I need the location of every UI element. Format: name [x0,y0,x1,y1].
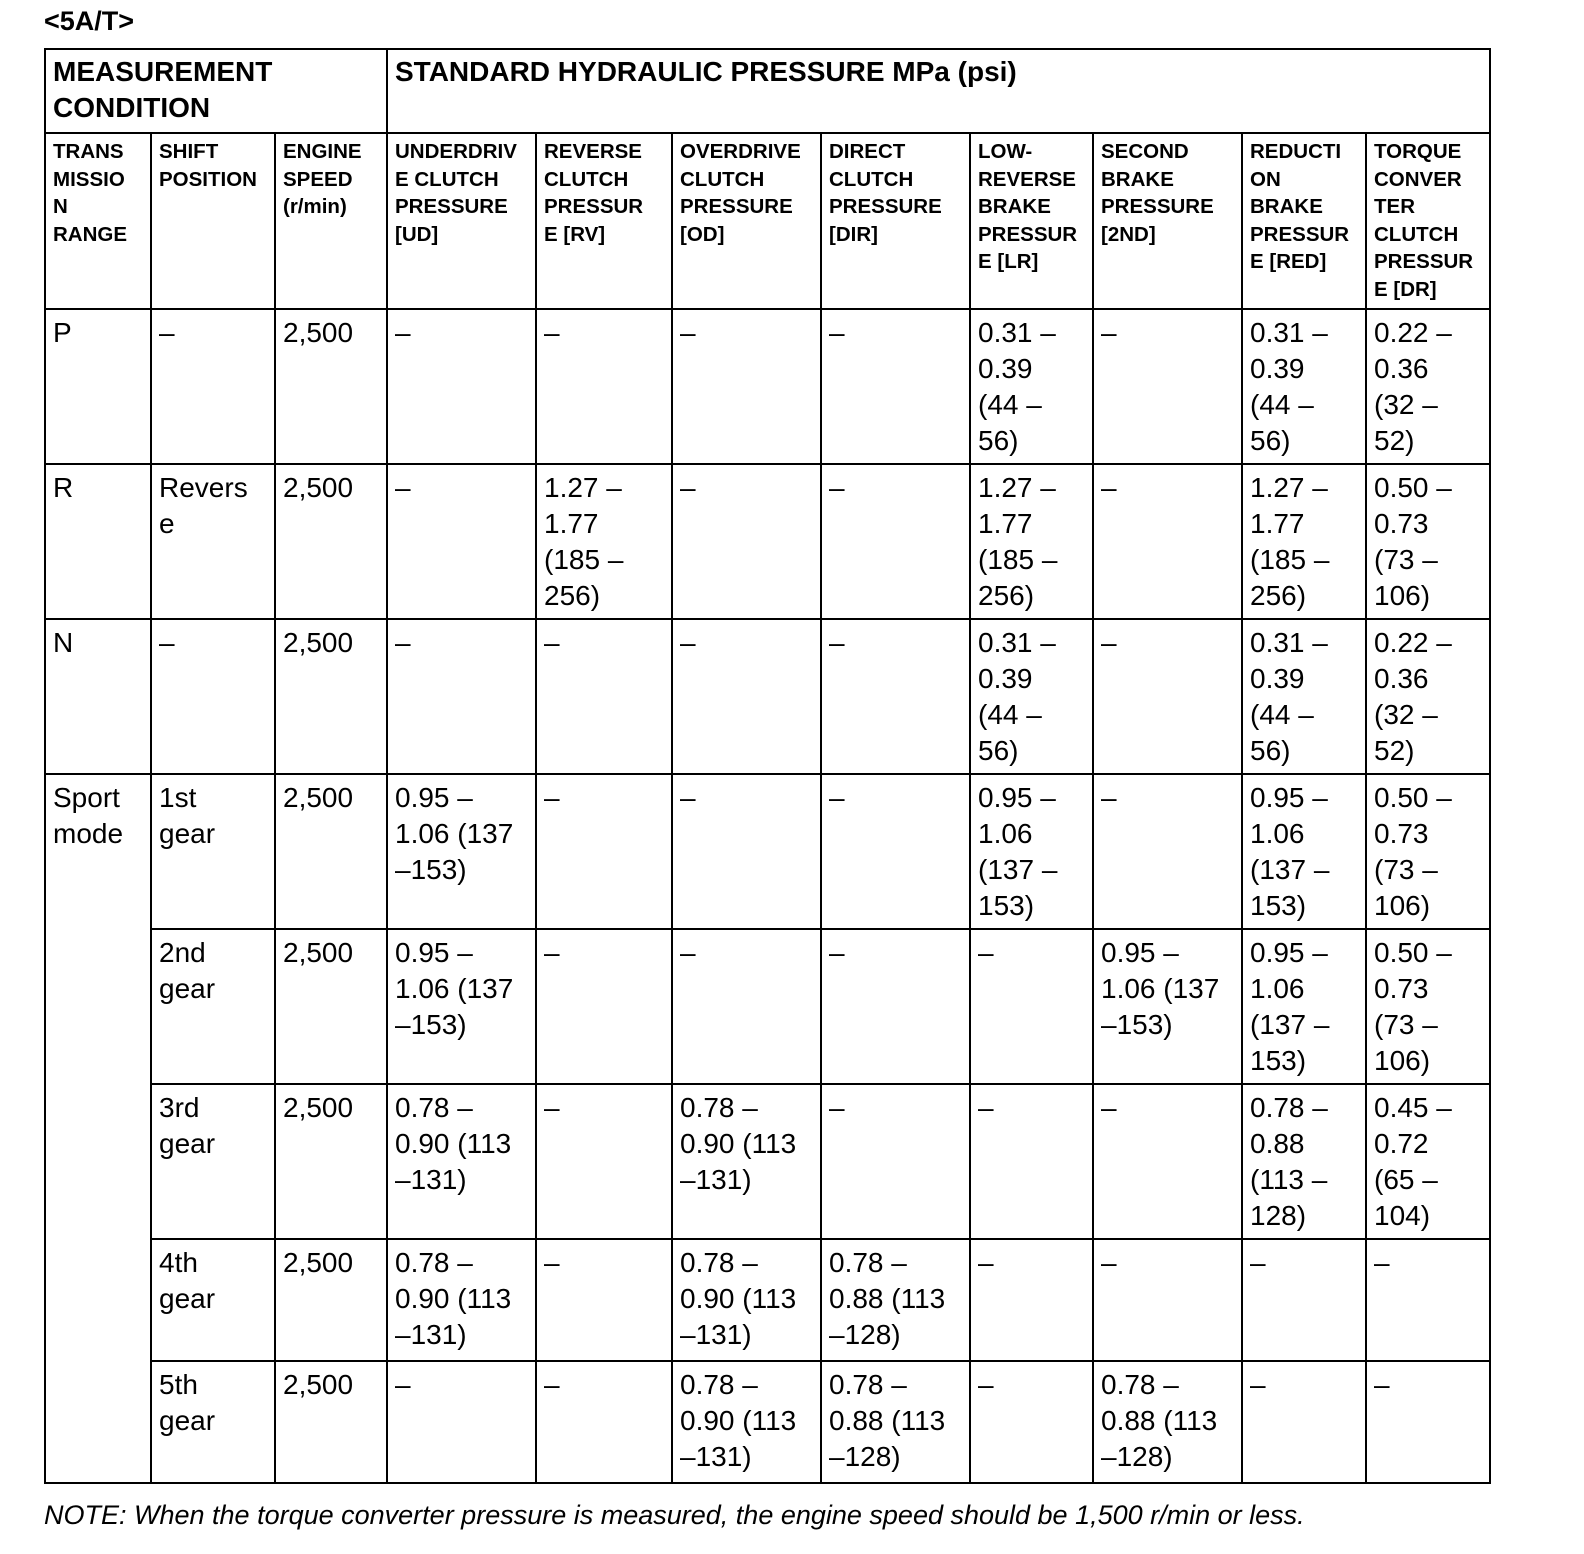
cell-speed: 2,500 [275,619,387,774]
cell-speed: 2,500 [275,1084,387,1239]
cell-speed: 2,500 [275,929,387,1084]
cell-lr: – [970,1084,1093,1239]
cell-2nd: – [1093,619,1242,774]
cell-speed: 2,500 [275,464,387,619]
cell-rv: 1.27 – 1.77 (185 – 256) [536,464,672,619]
standard-pressure-header: STANDARD HYDRAULIC PRESSURE MPa (psi) [387,49,1490,133]
cell-2nd: – [1093,309,1242,464]
cell-shift: 1st gear [151,774,275,929]
cell-rv: – [536,619,672,774]
cell-red: – [1242,1361,1366,1483]
table-row-sport-3rd [45,1084,1490,1239]
col-header-dr: TORQUE CONVER TER CLUTCH PRESSUR E [DR] [1366,133,1490,309]
cell-dr: 0.50 – 0.73 (73 – 106) [1366,774,1490,929]
cell-dr: 0.50 – 0.73 (73 – 106) [1366,464,1490,619]
cell-dr: 0.22 – 0.36 (32 – 52) [1366,619,1490,774]
cell-od: – [672,309,821,464]
cell-ud: 0.78 – 0.90 (113 –131) [387,1239,536,1361]
table-row-sport-4th [45,1239,1490,1361]
col-header-od: OVERDRIVE CLUTCH PRESSURE [OD] [672,133,821,309]
cell-red: – [1242,1239,1366,1361]
cell-shift: 4th gear [151,1239,275,1361]
cell-lr: 0.31 – 0.39 (44 – 56) [970,309,1093,464]
group-header-row [45,49,1490,133]
cell-dr: – [1366,1239,1490,1361]
col-header-range: TRANS MISSIO N RANGE [45,133,151,309]
col-header-ud: UNDERDRIV E CLUTCH PRESSURE [UD] [387,133,536,309]
cell-dr: 0.50 – 0.73 (73 – 106) [1366,929,1490,1084]
measurement-condition-header: MEASUREMENT CONDITION [45,49,387,133]
cell-dir: – [821,464,970,619]
cell-od: – [672,774,821,929]
cell-red: 0.95 – 1.06 (137 – 153) [1242,774,1366,929]
table-row-sport-1st [45,774,1490,929]
table-row-p [45,309,1490,464]
cell-dir: 0.78 – 0.88 (113 –128) [821,1239,970,1361]
cell-shift: 5th gear [151,1361,275,1483]
cell-dr: 0.45 – 0.72 (65 – 104) [1366,1084,1490,1239]
cell-dir: – [821,929,970,1084]
cell-dr: – [1366,1361,1490,1483]
col-header-speed: ENGINE SPEED (r/min) [275,133,387,309]
cell-speed: 2,500 [275,774,387,929]
column-header-row [45,133,1490,309]
cell-2nd: – [1093,464,1242,619]
cell-range-sport-mode: Sport mode [45,774,151,1483]
cell-ud: – [387,1361,536,1483]
cell-red: 0.31 – 0.39 (44 – 56) [1242,619,1366,774]
cell-lr: 1.27 – 1.77 (185 – 256) [970,464,1093,619]
cell-dir: 0.78 – 0.88 (113 –128) [821,1361,970,1483]
cell-range: P [45,309,151,464]
cell-shift: – [151,309,275,464]
cell-rv: – [536,1084,672,1239]
cell-2nd: 0.78 – 0.88 (113 –128) [1093,1361,1242,1483]
cell-2nd: – [1093,1239,1242,1361]
cell-ud: 0.95 – 1.06 (137 –153) [387,774,536,929]
cell-od: 0.78 – 0.90 (113 –131) [672,1084,821,1239]
cell-dir: – [821,774,970,929]
cell-rv: – [536,1239,672,1361]
cell-shift: – [151,619,275,774]
cell-2nd: – [1093,774,1242,929]
cell-speed: 2,500 [275,1361,387,1483]
cell-lr: – [970,1239,1093,1361]
cell-rv: – [536,1361,672,1483]
col-header-red: REDUCTI ON BRAKE PRESSUR E [RED] [1242,133,1366,309]
table-row-n [45,619,1490,774]
cell-red: 0.31 – 0.39 (44 – 56) [1242,309,1366,464]
cell-red: 0.78 – 0.88 (113 – 128) [1242,1084,1366,1239]
cell-range: R [45,464,151,619]
col-header-dir: DIRECT CLUTCH PRESSURE [DIR] [821,133,970,309]
cell-ud: – [387,309,536,464]
cell-shift: 2nd gear [151,929,275,1084]
cell-rv: – [536,309,672,464]
cell-shift: 3rd gear [151,1084,275,1239]
cell-ud: 0.95 – 1.06 (137 –153) [387,929,536,1084]
cell-dir: – [821,309,970,464]
cell-rv: – [536,929,672,1084]
cell-od: – [672,464,821,619]
cell-rv: – [536,774,672,929]
cell-speed: 2,500 [275,1239,387,1361]
cell-lr: – [970,1361,1093,1483]
cell-red: 0.95 – 1.06 (137 – 153) [1242,929,1366,1084]
table-row-r [45,464,1490,619]
cell-lr: 0.31 – 0.39 (44 – 56) [970,619,1093,774]
cell-2nd: 0.95 – 1.06 (137 –153) [1093,929,1242,1084]
cell-dir: – [821,619,970,774]
col-header-lr: LOW- REVERSE BRAKE PRESSUR E [LR] [970,133,1093,309]
cell-od: – [672,619,821,774]
hydraulic-pressure-table [44,48,1491,1484]
cell-red: 1.27 – 1.77 (185 – 256) [1242,464,1366,619]
footnote: NOTE: When the torque converter pressure is measured, the engine speed should be 1,500 r/min or less. [44,1500,1305,1530]
section-title: <5A/T> [44,6,135,36]
cell-ud: – [387,619,536,774]
cell-lr: – [970,929,1093,1084]
cell-dr: 0.22 – 0.36 (32 – 52) [1366,309,1490,464]
table-row-sport-2nd [45,929,1490,1084]
col-header-rv: REVERSE CLUTCH PRESSUR E [RV] [536,133,672,309]
col-header-2nd: SECOND BRAKE PRESSURE [2ND] [1093,133,1242,309]
cell-speed: 2,500 [275,309,387,464]
cell-shift: Revers e [151,464,275,619]
cell-dir: – [821,1084,970,1239]
cell-lr: 0.95 – 1.06 (137 – 153) [970,774,1093,929]
cell-2nd: – [1093,1084,1242,1239]
cell-ud: 0.78 – 0.90 (113 –131) [387,1084,536,1239]
cell-od: 0.78 – 0.90 (113 –131) [672,1361,821,1483]
col-header-shift: SHIFT POSITION [151,133,275,309]
table-row-sport-5th [45,1361,1490,1483]
cell-od: – [672,929,821,1084]
cell-ud: – [387,464,536,619]
cell-range: N [45,619,151,774]
cell-od: 0.78 – 0.90 (113 –131) [672,1239,821,1361]
